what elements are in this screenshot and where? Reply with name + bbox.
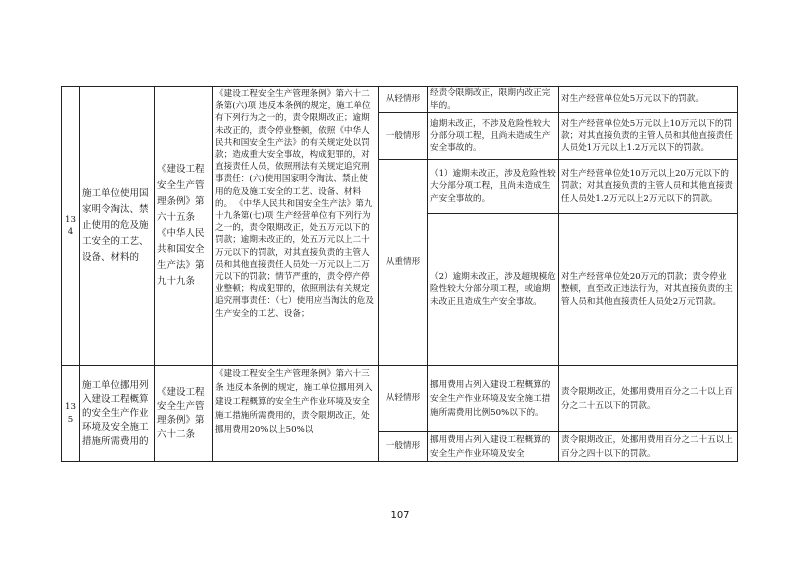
provision-text: 《建设工程安全生产管理条例》第六十二条第(六)项 违反本条例的规定，施工单位有下列行为之一的，责令限期改正；逾期未改正的，责令停业整顿，依照《中华人民共和国安全生产法》的有关规定处以罚款；造成重大安全事故，构成犯罪的，对直接责任人员，依照刑法有关规定追究刑事责任：(六)使用国家明令淘汰、禁止使用的危及施工安全的工艺、设备、材料的。 《中华人民共和国安全生产法》第九十九条第(七)项 生产经营单位有下列行为之一的，责令限期改正，处五万元以下的罚款；逾期未改正的，处五万元以上二十万元以下的罚款，对其直接负责的主管人员和其他直接责任人员处一万元以上二万元以下的罚款；情节严重的，责令停产停业整顿；构成犯罪的，依照刑法有关规定追究刑事责任：（七）使用应当淘汰的危及生产安全的工艺、设备； xyxy=(212,86,379,366)
page-number: 107 xyxy=(390,510,410,521)
penalty-standard: 对生产经营单位处20万元的罚款；责令停业整顿，直至改正违法行为，对其直接负责的主管人员和其他直接责任人员处2万元罚款。 xyxy=(558,213,738,366)
legal-basis: 《建设工程安全生产管理条例》第六十二条 xyxy=(154,365,213,462)
penalty-standard: 对生产经营单位处5万元以上10万元以下的罚款；对其直接负责的主管人员和其他直接责任人员处1万元以上1.2万元以下的罚款。 xyxy=(558,112,738,160)
severity-level: 一般情形 xyxy=(378,431,428,462)
legal-basis: 《建设工程安全生产管理条例》第六十五条 《中华人民共和国安全生产法》第九十九条 xyxy=(154,86,213,366)
violation-condition: （1）逾期未改正，涉及危险性较大分部分项工程，且尚未造成生产安全事故的。 xyxy=(427,159,559,214)
violation-condition: 逾期未改正，不涉及危险性较大分部分项工程，且尚未造成生产安全事故的。 xyxy=(427,112,559,160)
severity-level: 一般情形 xyxy=(378,112,428,160)
penalty-standard: 对生产经营单位处10万元以上20万元以下的罚款；对其直接负责的主管人员和其他直接责任人员处1.2万元以上2万元以下的罚款。 xyxy=(558,159,738,214)
severity-level: 从重情形 xyxy=(378,159,428,366)
penalty-standard: 对生产经营单位处5万元以下的罚款。 xyxy=(558,86,738,113)
violation-condition: 挪用费用占列入建设工程概算的安全生产作业环境及安全 xyxy=(427,431,559,462)
violation-item: 施工单位挪用列入建设工程概算的安全生产作业环境及安全施工措施所需费用的 xyxy=(79,365,155,462)
severity-level: 从轻情形 xyxy=(378,365,428,432)
violation-item: 施工单位使用国家明令淘汰、禁止使用的危及施工安全的工艺、设备、材料的 xyxy=(79,86,155,366)
violation-condition: 挪用费用占列入建设工程概算的安全生产作业环境及安全施工措施所需费用比例50%以下的。 xyxy=(427,365,559,432)
row-number: 134 xyxy=(61,86,80,366)
violation-condition: 经责令限期改正，限期内改正完毕的。 xyxy=(427,86,559,113)
row-number: 135 xyxy=(61,365,80,462)
violation-condition: （2）逾期未改正，涉及超规模危险性较大分部分项工程，或逾期未改正且造成生产安全事故。 xyxy=(427,213,559,366)
penalty-standard: 责令限期改正，处挪用费用百分之二十以上百分之二十五以下的罚款。 xyxy=(558,365,738,432)
severity-level: 从轻情形 xyxy=(378,86,428,113)
penalty-standard: 责令限期改正，处挪用费用百分之二十五以上百分之四十以下的罚款。 xyxy=(558,431,738,462)
provision-text: 《建设工程安全生产管理条例》第六十三条 违反本条例的规定，施工单位挪用列入建设工程概算的安全生产作业环境及安全施工措施所需费用的，责令限期改正，处挪用费用20%以上50%以 xyxy=(212,365,379,462)
